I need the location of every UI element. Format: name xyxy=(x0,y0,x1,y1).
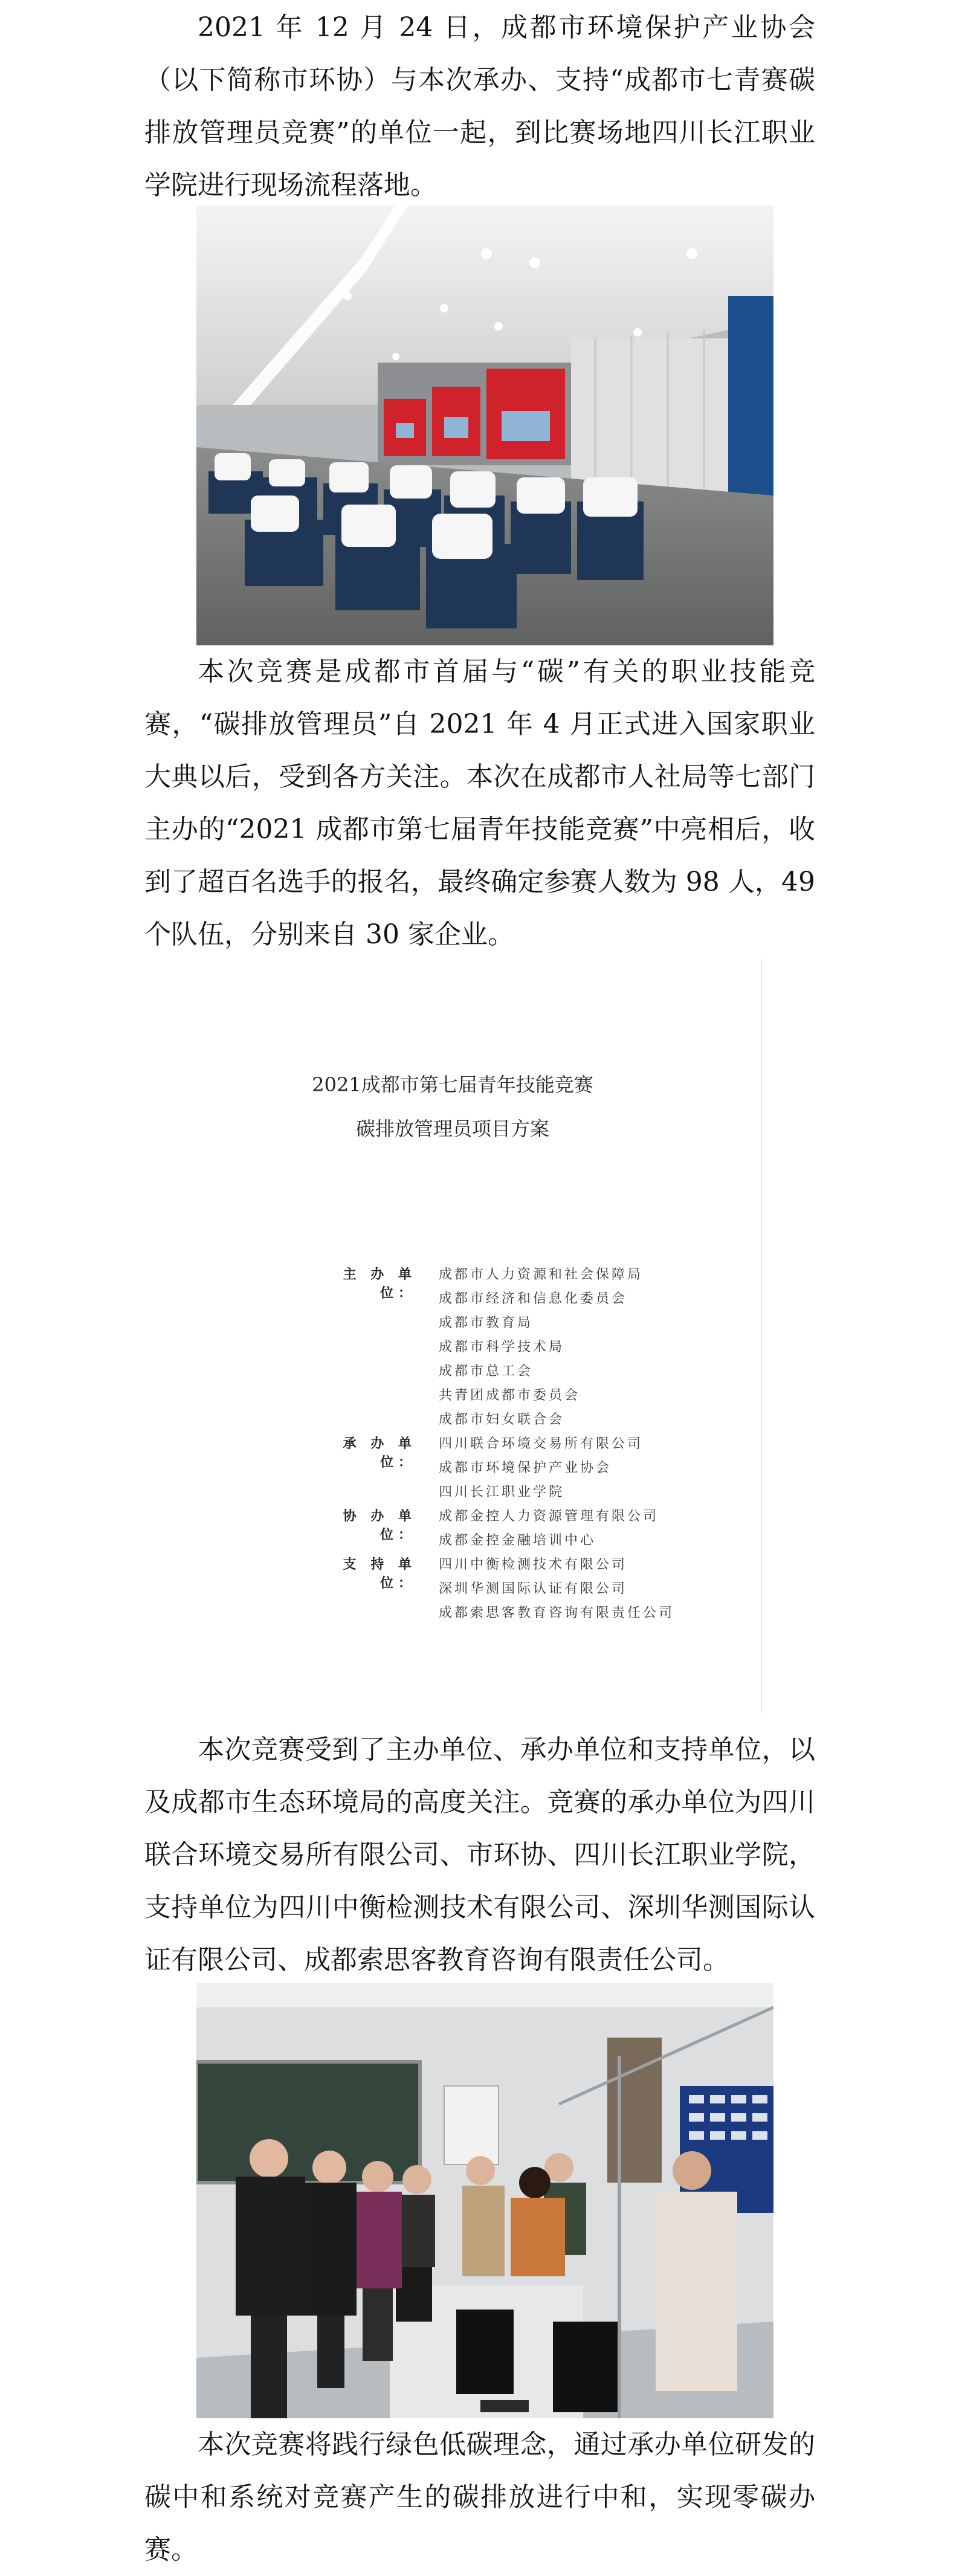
host-item: 成都市环境保护产业协会 xyxy=(439,1461,612,1476)
supporter-item: 成都索思客教育咨询有限责任公司 xyxy=(439,1606,675,1621)
host-item: 四川长江职业学院 xyxy=(439,1485,565,1500)
document-subtitle: 碳排放管理员项目方案 xyxy=(355,1117,549,1140)
supporter-item: 四川中衡检测技术有限公司 xyxy=(439,1557,628,1572)
organizers-label: 主 办 单 位： xyxy=(343,1267,416,1301)
organizer-item: 成都市总工会 xyxy=(439,1364,534,1379)
competition-plan-document xyxy=(144,959,762,1713)
hosts-label: 承 办 单 位： xyxy=(343,1436,416,1470)
co-organizer-item: 成都金控人力资源管理有限公司 xyxy=(439,1509,659,1524)
organizer-item: 成都市科学技术局 xyxy=(439,1340,565,1355)
host-item: 四川联合环境交易所有限公司 xyxy=(439,1436,644,1451)
organizers-paragraph: 本次竞赛受到了主办单位、承办单位和支持单位，以及成都市生态环境局的高度关注。竞赛的承办单位为四川联合环境交易所有限公司、市环协、四川长江职业学院，支持单位为四川中衡检测技术有限公司、深圳华测国际认证有限公司、成都索思客教育咨询有限责任公司。 xyxy=(144,1734,815,1975)
organizer-item: 成都市经济和信息化委员会 xyxy=(439,1291,628,1306)
competition-overview-paragraph: 本次竞赛是成都市首届与“碳”有关的职业技能竞赛，“碳排放管理员”自 2021 年 4 月正式进入国家职业大典以后，受到各方关注。本次在成都市人社局等七部门主办的“2021 成都市第七届青年技能竞赛”中亮相后，收到了超百名选手的报名，最终确定参赛人数为 98 人，49 个队伍，分别来自 30 家企业。 xyxy=(144,656,815,950)
organizer-item: 成都市教育局 xyxy=(439,1315,534,1331)
document-title: 2021成都市第七届青年技能竞赛 xyxy=(312,1073,593,1096)
organizer-item: 成都市人力资源和社会保障局 xyxy=(439,1267,644,1282)
organizer-item: 共青团成都市委员会 xyxy=(439,1388,581,1403)
auditorium-photo xyxy=(196,205,773,645)
supporters-label: 支 持 单 位： xyxy=(343,1557,416,1591)
intro-paragraph: 2021 年 12 月 24 日，成都市环境保护产业协会（以下简称市环协）与本次承办、支持“成都市七青赛碳排放管理员竞赛”的单位一起，到比赛场地四川长江职业学院进行现场流程落地。 xyxy=(144,12,815,201)
organizer-item: 成都市妇女联合会 xyxy=(439,1412,565,1427)
co-organizer-item: 成都金控金融培训中心 xyxy=(439,1533,596,1548)
computer-lab-photo xyxy=(196,1983,773,2418)
supporter-item: 深圳华测国际认证有限公司 xyxy=(439,1581,628,1596)
co-organizers-label: 协 办 单 位： xyxy=(343,1509,416,1543)
low-carbon-paragraph: 本次竞赛将践行绿色低碳理念，通过承办单位研发的碳中和系统对竞赛产生的碳排放进行中和，实现零碳办赛。 xyxy=(144,2429,815,2565)
